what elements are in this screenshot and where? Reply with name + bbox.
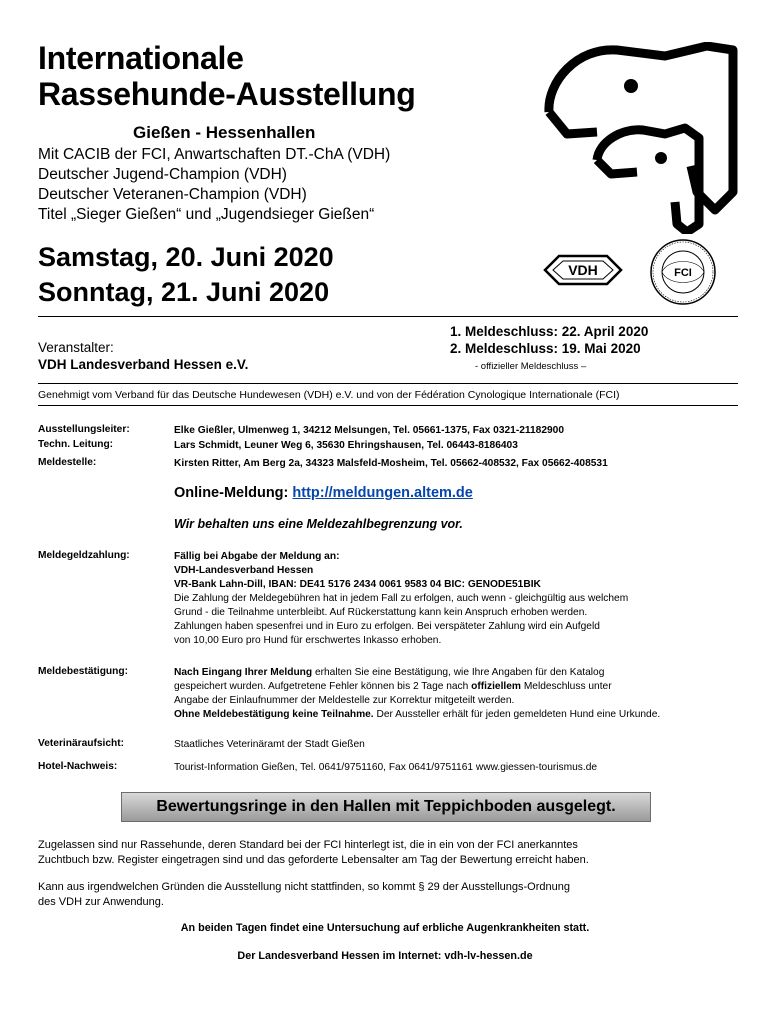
divider [38,316,738,317]
organizer-name: VDH Landesverband Hessen e.V. [38,357,249,372]
titles-line: Mit CACIB der FCI, Anwartschaften DT.-ChA (VDH) [38,146,391,163]
online-entry-link[interactable]: http://meldungen.altem.de [292,485,473,501]
confirmation-bold: Nach Eingang Ihrer Meldung [174,667,313,678]
value-show-director: Elke Gießler, Ulmenweg 1, 34212 Melsungen, Tel. 05661-1375, Fax 0321-21182900 [174,425,564,436]
label-payment: Meldegeldzahlung: [38,550,130,561]
payment-bank: VR-Bank Lahn-Dill, IBAN: DE41 5176 2434 0061 9583 04 BIC: GENODE51BIK [174,579,541,590]
fci-logo [648,238,718,306]
online-entry [174,485,473,501]
deadline-first: 1. Meldeschluss: 22. April 2020 [450,324,649,339]
page-title [38,40,415,112]
payment-line: VDH-Landesverband Hessen [174,565,314,576]
confirmation-text: Meldeschluss unter [520,681,612,692]
eye-exam-note: An beiden Tagen findet eine Untersuchung auf erbliche Augenkrankheiten statt. [180,922,590,934]
payment-line: von 10,00 Euro pro Hund für erschwertes Inkasso erhoben. [174,635,442,646]
organizer-label: Veranstalter: [38,340,114,355]
paragraph-line: des VDH zur Anwendung. [38,896,164,908]
confirmation-text: Der Aussteller erhält für jeden gemeldeten Hund eine Urkunde. [373,709,661,720]
deadline-note: - offizieller Meldeschluss – [475,361,587,372]
fci-logo-text: FCI [674,267,692,279]
label-hotel: Hotel-Nachweis: [38,761,118,772]
show-dates [38,240,334,310]
value-entry-office: Kirsten Ritter, Am Berg 2a, 34323 Malsfeld-Mosheim, Tel. 05662-408532, Fax 05662-408531 [174,458,608,469]
confirmation-line [174,680,744,694]
label-entry-office: Meldestelle: [38,457,97,468]
confirmation-line [174,708,744,722]
title-line-2: Rassehunde-Ausstellung [38,76,416,112]
divider [38,405,738,406]
dog-head-logo [537,42,739,234]
divider [38,383,738,384]
value-hotel: Tourist-Information Gießen, Tel. 0641/9751160, Fax 0641/9751161 www.giessen-tourismus.de [174,762,598,773]
label-confirmation: Meldebestätigung: [38,666,128,677]
payment-line: Zahlungen haben spesenfrei und in Euro zu erfolgen. Bei verspäteter Zahlung wird ein Aufgeld [174,621,600,632]
payment-line: Grund - die Teilnahme unterbleibt. Auf Rückerstattung kann kein Anspruch erhoben werden. [174,607,588,618]
deadlines [450,323,648,357]
paragraph-line: Zugelassen sind nur Rassehunde, deren Standard bei der FCI hinterlegt ist, die in ein von der FCI anerkanntes [38,839,578,851]
cancellation-paragraph [38,880,738,910]
titles-line: Titel „Sieger Gießen“ und „Jugendsieger Gießen“ [38,206,375,223]
paragraph-line: Zuchtbuch bzw. Register eingetragen sind und das geforderte Lebensalter am Tag der Bewertung erreicht haben. [38,854,589,866]
confirmation-line [174,666,744,680]
vdh-logo [543,253,623,287]
payment-line: Fällig bei Abgabe der Meldung an: [174,551,340,562]
entry-limit-note: Wir behalten uns eine Meldezahlbegrenzung vor. [174,517,463,531]
confirmation-text: gespeichert wurden. Aufgetretene Fehler können bis 2 Tage nach [174,681,472,692]
titles-line: Deutscher Jugend-Champion (VDH) [38,166,287,183]
paragraph-line: Kann aus irgendwelchen Gründen die Ausstellung nicht stattfinden, so kommt § 29 der Ausstellungs-Ordnung [38,881,570,893]
confirmation-block [174,666,744,722]
approval-note: Genehmigt vom Verband für das Deutsche Hundewesen (VDH) e.V. und von der Fédération Cynologique Internationale (FCI) [38,389,620,401]
deadline-second: 2. Meldeschluss: 19. Mai 2020 [450,341,641,356]
label-tech-lead: Techn. Leitung: [38,439,114,450]
title-line-1: Internationale [38,40,244,76]
titles-line: Deutscher Veteranen-Champion (VDH) [38,186,307,203]
date-sunday: Sonntag, 21. Juni 2020 [38,277,330,307]
confirmation-bold: offiziellem [471,681,521,692]
payment-line: Die Zahlung der Meldegebühren hat in jedem Fall zu erfolgen, auch wenn - gleichgültig aus welchem [174,593,629,604]
confirmation-bold: Ohne Meldebestätigung keine Teilnahme. [174,709,374,720]
confirmation-text: erhalten Sie eine Bestätigung, wie Ihre Angaben für den Katalog [312,667,605,678]
value-tech-lead: Lars Schmidt, Leuner Weg 6, 35630 Ehringshausen, Tel. 06443-8186403 [174,440,518,451]
carpet-banner: Bewertungsringe in den Hallen mit Teppichboden ausgelegt. [121,792,651,822]
date-saturday: Samstag, 20. Juni 2020 [38,242,334,272]
online-entry-label: Online-Meldung: [174,485,289,501]
confirmation-line: Angabe der Einlaufnummer der Meldestelle zur Korrektur mitgeteilt werden. [174,695,515,706]
admission-paragraph [38,838,738,868]
website-note: Der Landesverband Hessen im Internet: vdh-lv-hessen.de [237,950,533,962]
payment-block [174,550,744,648]
titles-list [38,145,390,225]
label-vet: Veterinäraufsicht: [38,738,125,749]
venue-subtitle: Gießen - Hessenhallen [133,123,316,142]
vdh-logo-text: VDH [568,262,598,278]
label-show-director: Ausstellungsleiter: [38,424,130,435]
value-vet: Staatliches Veterinäramt der Stadt Gießen [174,739,365,750]
